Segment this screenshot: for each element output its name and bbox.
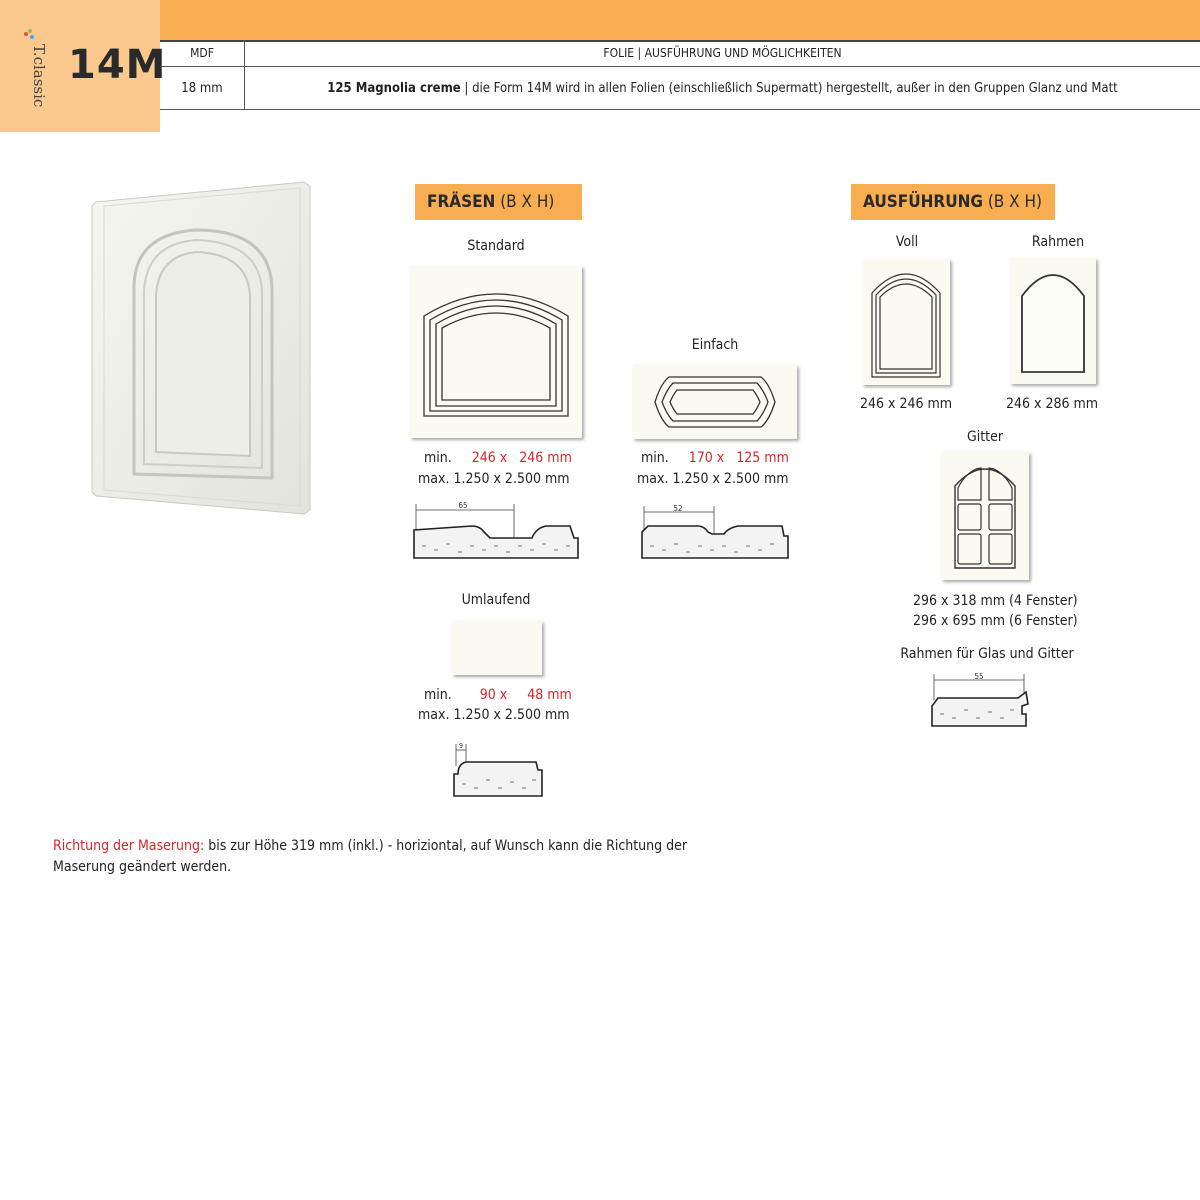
einfach-profile — [638, 502, 790, 562]
spec-table — [160, 40, 1200, 110]
profile-dim: 52 — [673, 504, 683, 513]
ausfuehrung-tag — [851, 184, 1055, 220]
mdf-thickness: 18 mm — [160, 67, 245, 110]
standard-min — [424, 450, 572, 466]
einfach-board — [633, 365, 797, 439]
min-label: min. — [424, 450, 452, 466]
min-width: 246 x — [471, 450, 508, 466]
min-label: min. — [424, 687, 452, 703]
fraesen-tag — [415, 184, 582, 220]
umlaufend-min — [424, 687, 572, 703]
einfach-max: max. 1.250 x 2.500 mm — [637, 471, 789, 487]
gitter-dim-4: 296 x 318 mm (4 Fenster) — [913, 593, 1078, 609]
standard-max: max. 1.250 x 2.500 mm — [418, 471, 570, 487]
rahmen-glas-label: Rahmen für Glas und Gitter — [900, 646, 1074, 662]
fraesen-unit: (B X H) — [500, 192, 555, 212]
umlaufend-board — [452, 621, 542, 675]
umlaufend-max: max. 1.250 x 2.500 mm — [418, 707, 570, 723]
profile-dim: 65 — [458, 501, 468, 510]
grain-direction-note — [53, 836, 733, 878]
min-height: 125 mm — [736, 450, 789, 466]
min-width: 170 x — [688, 450, 725, 466]
gitter-board — [941, 452, 1029, 580]
min-width: 90 x — [479, 687, 508, 703]
voll-label: Voll — [895, 234, 919, 250]
ausfuehrung-unit: (B X H) — [987, 192, 1042, 212]
voll-board — [862, 259, 950, 385]
rahmen-glas-profile — [928, 670, 1032, 730]
min-label: min. — [641, 450, 669, 466]
door-photo — [92, 178, 314, 518]
foil-desc: | die Form 14M wird in allen Folien (einschließlich Supermatt) hergestellt, außer in den Gruppen Glanz und Matt — [460, 80, 1118, 96]
rahmen-dim: 246 x 286 mm — [1006, 396, 1099, 412]
model-badge — [0, 0, 167, 132]
standard-profile — [410, 498, 582, 562]
einfach-label: Einfach — [691, 337, 739, 353]
fraesen-title: FRÄSEN — [427, 192, 496, 212]
profile-dim: 9 — [458, 742, 464, 750]
model-code: 14M — [68, 42, 167, 88]
folie-description — [245, 67, 1200, 110]
note-label: Richtung der Maserung: — [53, 838, 205, 854]
standard-label: Standard — [467, 238, 525, 254]
gitter-label: Gitter — [966, 429, 1004, 445]
profile-dim: 55 — [974, 672, 984, 681]
ausfuehrung-title: AUSFÜHRUNG — [863, 192, 983, 212]
standard-board — [410, 266, 582, 438]
note-text: bis zur Höhe 319 mm (inkl.) - horiziontal, auf Wunsch kann die Richtung der Maserung geändert werden. — [53, 838, 688, 875]
gitter-dim-6: 296 x 695 mm (6 Fenster) — [913, 613, 1078, 629]
rahmen-board — [1010, 258, 1096, 384]
header-bar — [160, 0, 1200, 42]
rahmen-label: Rahmen — [1031, 234, 1085, 250]
voll-dim: 246 x 246 mm — [860, 396, 953, 412]
min-height: 48 mm — [527, 687, 572, 703]
brand-name: T.classic — [30, 44, 48, 108]
einfach-min — [641, 450, 789, 466]
mdf-header: MDF — [160, 40, 245, 67]
umlaufend-profile — [450, 740, 546, 800]
brand-logo — [6, 28, 46, 108]
foil-name: 125 Magnolia creme — [327, 80, 461, 96]
umlaufend-label: Umlaufend — [461, 592, 531, 608]
min-height: 246 mm — [519, 450, 572, 466]
folie-header: FOLIE | AUSFÜHRUNG UND MÖGLICHKEITEN — [245, 40, 1200, 67]
